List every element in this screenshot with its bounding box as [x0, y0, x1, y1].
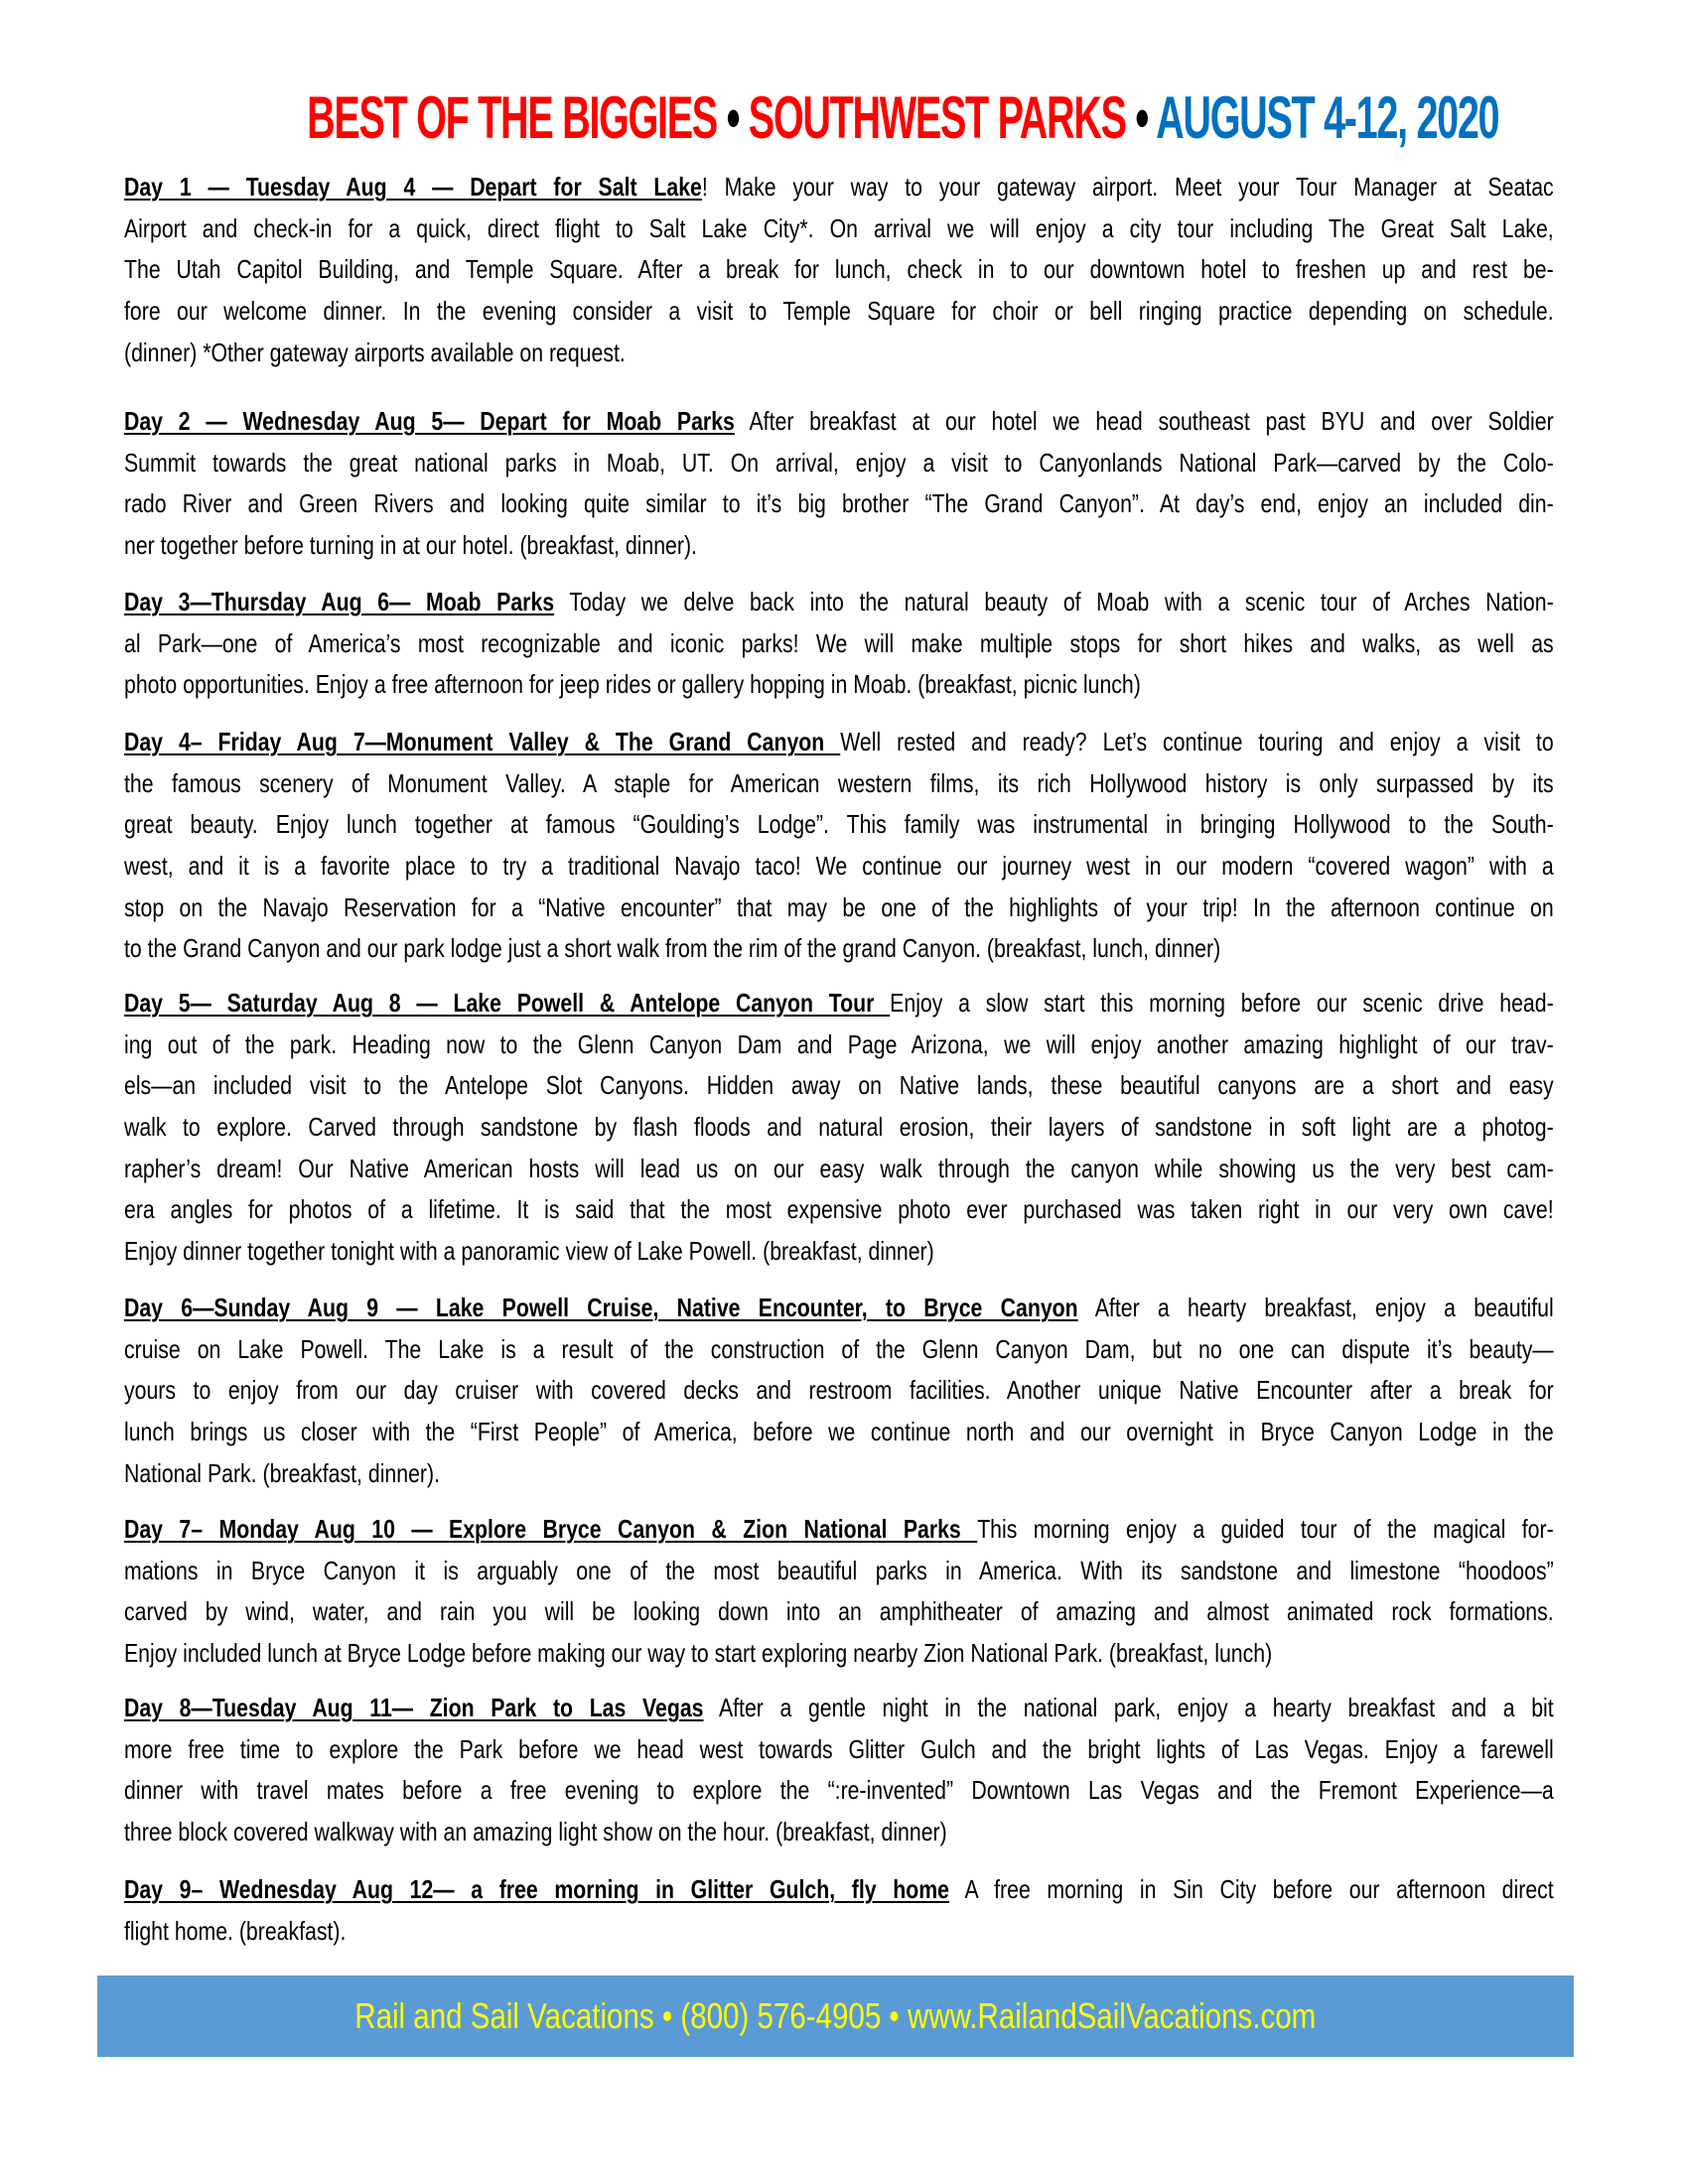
- title-separator-dot: •: [1135, 84, 1148, 151]
- day-heading: Day 7– Monday Aug 10 — Explore Bryce Canyon & Zion National Parks: [124, 1514, 978, 1544]
- day-text: walk to explore. Carved through sandstone by flash floods and natural erosion, their layers of sandstone in soft light are a photog-: [124, 1112, 1554, 1143]
- itinerary-day-9: [124, 1869, 1554, 1952]
- day-text: more free time to explore the Park before we head west towards Glitter Gulch and the bright lights of Las Vegas. Enjoy a farewell: [124, 1733, 1554, 1764]
- day-text: west, and it is a favorite place to try a traditional Navajo taco! We continue our journey west in our modern “covered wagon” with a: [124, 851, 1554, 882]
- day-text: photo opportunities. Enjoy a free afternoon for jeep rides or gallery hopping in Moab. (breakfast, picnic lunch): [124, 669, 1141, 700]
- title-region: SOUTHWEST PARKS: [748, 84, 1126, 151]
- page-title: [0, 83, 1688, 153]
- itinerary-day-2: [124, 401, 1554, 567]
- itinerary-day-5: [124, 983, 1554, 1273]
- day-text: rado River and Green Rivers and looking quite similar to it’s big brother “The Grand Canyon”. At day’s end, enjoy an included din-: [124, 488, 1554, 519]
- day-text: mations in Bryce Canyon it is arguably one of the most beautiful parks in America. With its sandstone and limestone “hoodoos”: [124, 1555, 1554, 1585]
- day-text: After a hearty breakfast, enjoy a beautiful: [1077, 1293, 1554, 1322]
- day-text: Enjoy included lunch at Bryce Lodge before making our way to start exploring nearby Zion National Park. (breakfast, lunch): [124, 1638, 1273, 1669]
- title-tour-name: BEST OF THE BIGGIES: [307, 84, 717, 151]
- day-text: Enjoy dinner together tonight with a panoramic view of Lake Powell. (breakfast, dinner): [124, 1236, 934, 1267]
- itinerary-day-4: [124, 722, 1554, 970]
- day-text: Airport and check-in for a quick, direct flight to Salt Lake City*. On arrival we will enjoy a city tour including The Great Salt Lake,: [124, 212, 1554, 243]
- day-text: great beauty. Enjoy lunch together at famous “Goulding’s Lodge”. This family was instrumental in bringing Hollywood to the South-: [124, 809, 1554, 840]
- day-text: National Park. (breakfast, dinner).: [124, 1457, 440, 1488]
- day-heading: Day 3—Thursday Aug 6— Moab Parks: [124, 587, 555, 616]
- day-text: ner together before turning in at our hotel. (breakfast, dinner).: [124, 530, 697, 561]
- itinerary-day-3: [124, 582, 1554, 706]
- day-text: carved by wind, water, and rain you will be looking down into an amphitheater of amazing and almost animated rock formations.: [124, 1596, 1554, 1627]
- day-text: (dinner) *Other gateway airports available on request.: [124, 337, 626, 367]
- day-text: Today we delve back into the natural beauty of Moab with a scenic tour of Arches Nation-: [554, 587, 1554, 616]
- day-text: lunch brings us closer with the “First People” of America, before we continue north and our overnight in Bryce Canyon Lodge in the: [124, 1417, 1554, 1447]
- day-text: flight home. (breakfast).: [124, 1915, 347, 1946]
- day-text: yours to enjoy from our day cruiser with covered decks and restroom facilities. Another unique Native Encounter after a break for: [124, 1375, 1554, 1406]
- day-text: The Utah Capitol Building, and Temple Square. After a break for lunch, check in to our downtown hotel to freshen up and rest be-: [124, 254, 1554, 285]
- day-heading: Day 1 — Tuesday Aug 4 — Depart for Salt Lake: [124, 172, 702, 202]
- title-dates: AUGUST 4-12, 2020: [1156, 84, 1499, 151]
- day-text: era angles for photos of a lifetime. It is said that the most expensive photo ever purchased was taken right in our very own cave!: [124, 1194, 1554, 1225]
- day-text: cruise on Lake Powell. The Lake is a result of the construction of the Glenn Canyon Dam, but no one can dispute it’s beauty—: [124, 1333, 1554, 1364]
- day-text: rapher’s dream! Our Native American hosts will lead us on our easy walk through the canyon while showing us the very best cam-: [124, 1153, 1554, 1183]
- day-heading: Day 4– Friday Aug 7—Monument Valley & The Grand Canyon: [124, 727, 841, 756]
- day-text: Make your way to your gateway airport. Meet your Tour Manager at Seatac: [707, 172, 1554, 202]
- day-text: After a gentle night in the national park, enjoy a hearty breakfast and a bit: [703, 1693, 1554, 1722]
- day-heading: Day 9– Wednesday Aug 12— a free morning in Glitter Gulch, fly home: [124, 1874, 949, 1904]
- day-heading-suffix: !: [701, 172, 708, 202]
- day-text: A free morning in Sin City before our afternoon direct: [948, 1874, 1554, 1904]
- day-heading: Day 5— Saturday Aug 8 — Lake Powell & Antelope Canyon Tour: [124, 988, 891, 1018]
- itinerary-day-1: [124, 167, 1554, 373]
- itinerary-day-8: [124, 1688, 1554, 1853]
- day-text: the famous scenery of Monument Valley. A staple for American western films, its rich Hollywood history is only surpassed by its: [124, 767, 1554, 798]
- footer-contact-text: Rail and Sail Vacations • (800) 576-4905 • www.RailandSailVacations.com: [354, 1995, 1317, 2036]
- day-heading: Day 6—Sunday Aug 9 — Lake Powell Cruise, Native Encounter, to Bryce Canyon: [124, 1293, 1078, 1322]
- day-text: stop on the Navajo Reservation for a “Native encounter” that may be one of the highlights of your trip! In the afternoon continue on: [124, 891, 1554, 922]
- footer-contact-bar: [97, 1976, 1574, 2057]
- title-separator-dot: •: [726, 84, 740, 151]
- day-text: Enjoy a slow start this morning before our scenic drive head-: [890, 988, 1554, 1018]
- day-text: to the Grand Canyon and our park lodge just a short walk from the rim of the grand Canyon. (breakfast, lunch, dinner): [124, 933, 1221, 964]
- day-text: Summit towards the great national parks in Moab, UT. On arrival, enjoy a visit to Canyonlands National Park—carved by the Colo-: [124, 447, 1554, 478]
- day-text: Well rested and ready? Let’s continue touring and enjoy a visit to: [840, 727, 1554, 756]
- itinerary-day-7: [124, 1509, 1554, 1675]
- day-text: dinner with travel mates before a free evening to explore the “:re-invented” Downtown Las Vegas and the Fremont Experience—a: [124, 1775, 1554, 1806]
- day-heading: Day 8—Tuesday Aug 11— Zion Park to Las Vegas: [124, 1693, 704, 1722]
- day-text: After breakfast at our hotel we head southeast past BYU and over Soldier: [734, 406, 1554, 436]
- day-text: three block covered walkway with an amazing light show on the hour. (breakfast, dinner): [124, 1817, 947, 1847]
- day-text: This morning enjoy a guided tour of the magical for-: [977, 1514, 1554, 1544]
- day-text: ing out of the park. Heading now to the Glenn Canyon Dam and Page Arizona, we will enjoy another amazing highlight of our trav-: [124, 1028, 1554, 1059]
- itinerary-day-6: [124, 1288, 1554, 1494]
- day-text: al Park—one of America’s most recognizable and iconic parks! We will make multiple stops for short hikes and walks, as well as: [124, 627, 1554, 658]
- day-text: fore our welcome dinner. In the evening consider a visit to Temple Square for choir or bell ringing practice depending on schedule.: [124, 296, 1554, 327]
- day-heading: Day 2 — Wednesday Aug 5— Depart for Moab Parks: [124, 406, 735, 436]
- day-text: els—an included visit to the Antelope Slot Canyons. Hidden away on Native lands, these beautiful canyons are a short and easy: [124, 1070, 1554, 1101]
